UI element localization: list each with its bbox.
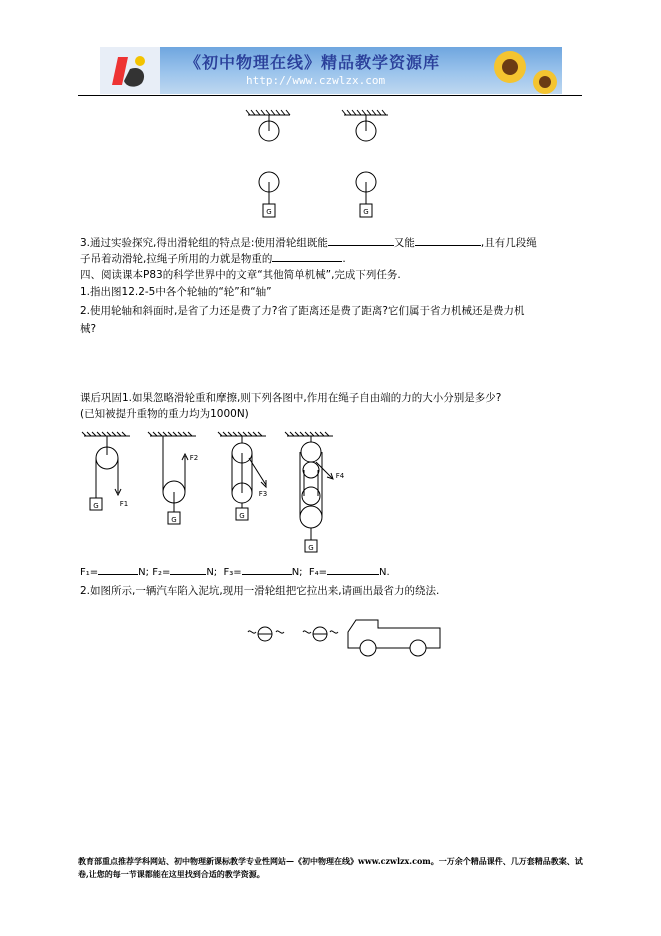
hw-figure-1 xyxy=(82,432,130,510)
banner-title: 《初中物理在线》精品教学资源库 xyxy=(185,53,441,72)
weight-label: G xyxy=(171,516,177,524)
answer-f2-label: F₂= xyxy=(152,567,171,578)
footer-text: 教育部重点推荐学科网站、初中物理新课标教学专业性网站—《初中物理在线》www.czwlzx.com。一万余个精品课件、几万套精品教案、试卷,让您的每一节课都能在这里找到合适的教学资源。 xyxy=(78,856,583,879)
car-pulley-figure xyxy=(248,620,440,656)
homework-1-note: (已知被提升重物的重力均为1000N) xyxy=(80,408,249,420)
hw-figure-2 xyxy=(148,432,199,524)
task-4-1: 1.指出图12.2-5中各个轮轴的“轮”和“轴” xyxy=(80,286,272,298)
section-4-heading: 四、阅读课本P83的科学世界中的文章“其他简单机械”,完成下列任务. xyxy=(80,269,401,281)
task-4-2-line-2: 械? xyxy=(80,323,97,335)
weight-label: G xyxy=(308,544,314,552)
answer-f4-label: F₄= xyxy=(308,567,328,578)
homework-2: 2.如图所示,一辆汽车陷入泥坑,现用一滑轮组把它拉出来,请画出最省力的绕法. xyxy=(80,585,440,597)
fixed-pulley-2 xyxy=(342,110,388,141)
question-3-line-1: 3.通过实验探究,得出滑轮组的特点是:使用滑轮组既能 又能 ,且有几段绳 xyxy=(80,237,537,249)
homework-1: 课后巩固1.如果忽略滑轮重和摩擦,则下列各图中,作用在绳子自由端的力的大小分别是多少? xyxy=(80,392,502,404)
weight-label: G xyxy=(239,512,245,520)
weight-label: G xyxy=(363,208,369,216)
task-4-2-line-1: 2.使用轮轴和斜面时,是省了力还是费了力?省了距离还是费了距离?它们属于省力机械还是费力机 xyxy=(80,305,525,317)
answer-f3-label: F₃= xyxy=(223,567,242,578)
weight-label: G xyxy=(266,208,272,216)
force-label-f1: F1 xyxy=(119,500,129,508)
answer-f1-label: F₁= xyxy=(80,567,99,578)
answer-row: F₁= N; F₂= N; F₃= N; F₄= N. xyxy=(80,567,390,578)
banner-url: http://www.czwlzx.com xyxy=(246,74,386,87)
force-label-f3: F3 xyxy=(258,490,268,498)
question-3-line-2: 子吊着动滑轮,拉绳子所用的力就是物重的 . xyxy=(80,253,346,265)
force-label-f2: F2 xyxy=(189,454,199,462)
fixed-pulley-1 xyxy=(246,110,290,141)
hw-figure-3 xyxy=(218,432,266,520)
force-label-f4: F4 xyxy=(335,472,345,480)
hw-figure-4 xyxy=(285,432,333,552)
weight-label: G xyxy=(93,502,99,510)
